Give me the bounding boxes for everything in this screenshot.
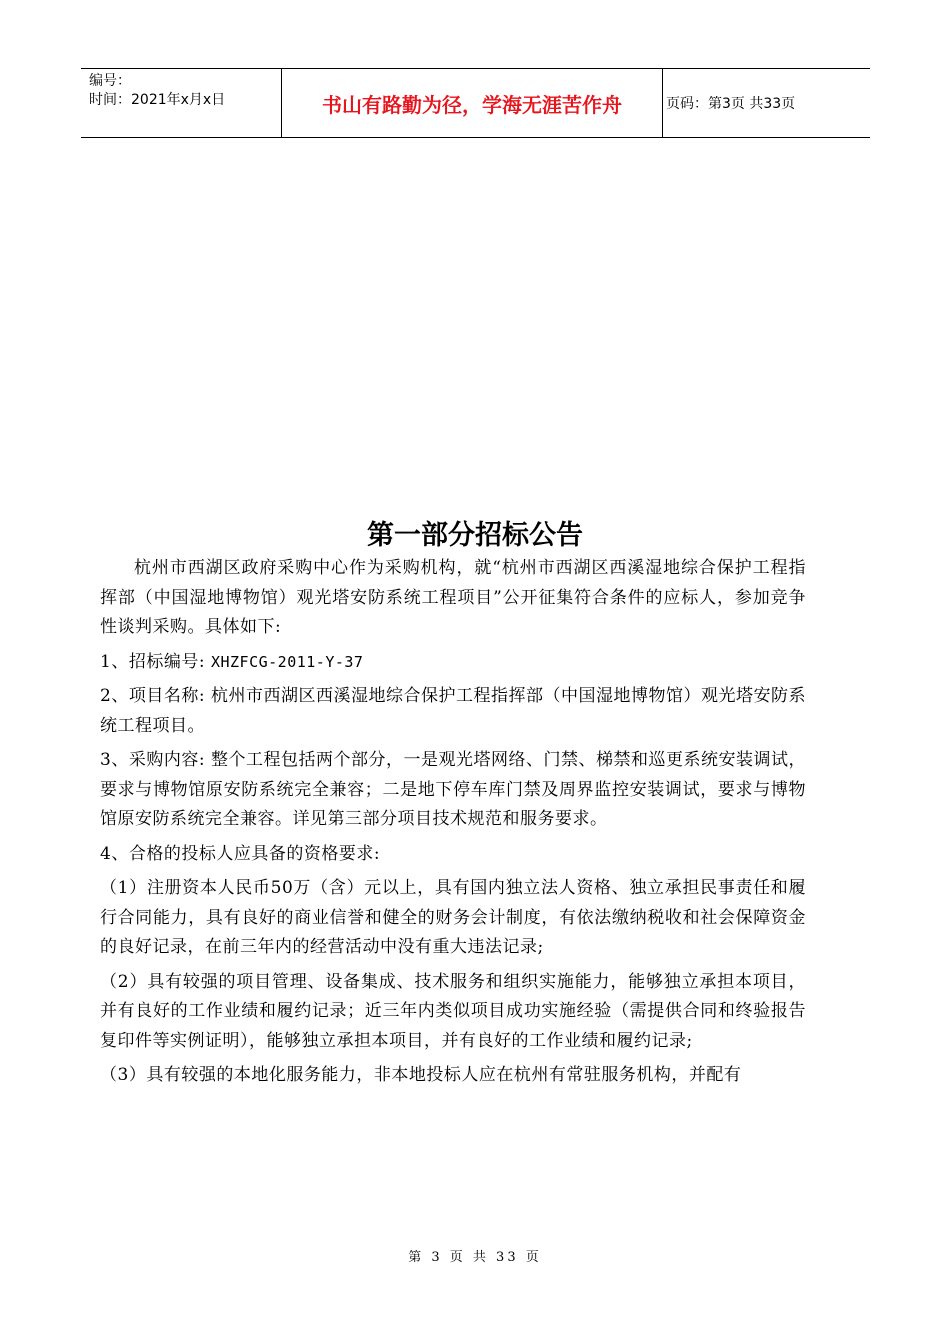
header-motto: 书山有路勤为径，学海无涯苦作舟 [281,69,663,137]
doc-number-label: 编号： [89,73,131,89]
requirement-1: （1）注册资本人民币50万（含）元以上，具有国内独立法人资格、独立承担民事责任和履行合同能力，具有良好的商业信誉和健全的财务会计制度，有依法缴纳税收和社会保障资金的良好记录，在前三年内的经营活动中没有重大违法记录; [100,878,806,957]
bid-code: XHZFCG-2011-Y-37 [210,652,364,671]
intro-paragraph: 杭州市西湖区政府采购中心作为采购机构，就“杭州市西湖区西溪湿地综合保护工程指挥部（中国湿地博物馆）观光塔安防系统工程项目”公开征集符合条件的应标人，参加竞争性谈判采购。具体如下: [100,558,806,637]
header-page-info: 页码：第3页 共33页 [666,96,796,112]
item-qualification-heading: 4、合格的投标人应具备的资格要求: [100,843,381,864]
item-bid-number-label: 1、招标编号: [100,651,211,672]
requirement-2: （2）具有较强的项目管理、设备集成、技术服务和组织实施能力，能够独立承担本项目，并有良好的工作业绩和履约记录；近三年内类似项目成功实施经验（需提供合同和终验报告复印件等实例证明），能够独立承担本项目，并有良好的工作业绩和履约记录; [100,971,806,1051]
header-meta [81,69,281,137]
page-footer: 第 3 页 共 33 页 [408,1250,542,1265]
item-purchase-content: 3、采购内容: 整个工程包括两个部分，一是观光塔网络、门禁、梯禁和巡更系统安装调试，要求与博物馆原安防系统完全兼容；二是地下停车库门禁及周界监控安装调试，要求与博物馆原安防系统完全兼容。详见第三部分项目技术规范和服务要求。 [100,750,806,829]
doc-time-label: 时间：2021年x月x日 [89,92,226,108]
requirement-3: （3）具有较强的本地化服务能力，非本地投标人应在杭州有常驻服务机构，并配有 [100,1065,742,1085]
item-bid-number [100,648,806,678]
item-project-name: 2、项目名称: 杭州市西湖区西溪湿地综合保护工程指挥部（中国湿地博物馆）观光塔安防系统工程项目。 [100,686,806,736]
document-body [100,554,806,1096]
page-header [81,68,870,138]
section-title: 第一部分招标公告 [367,520,583,551]
